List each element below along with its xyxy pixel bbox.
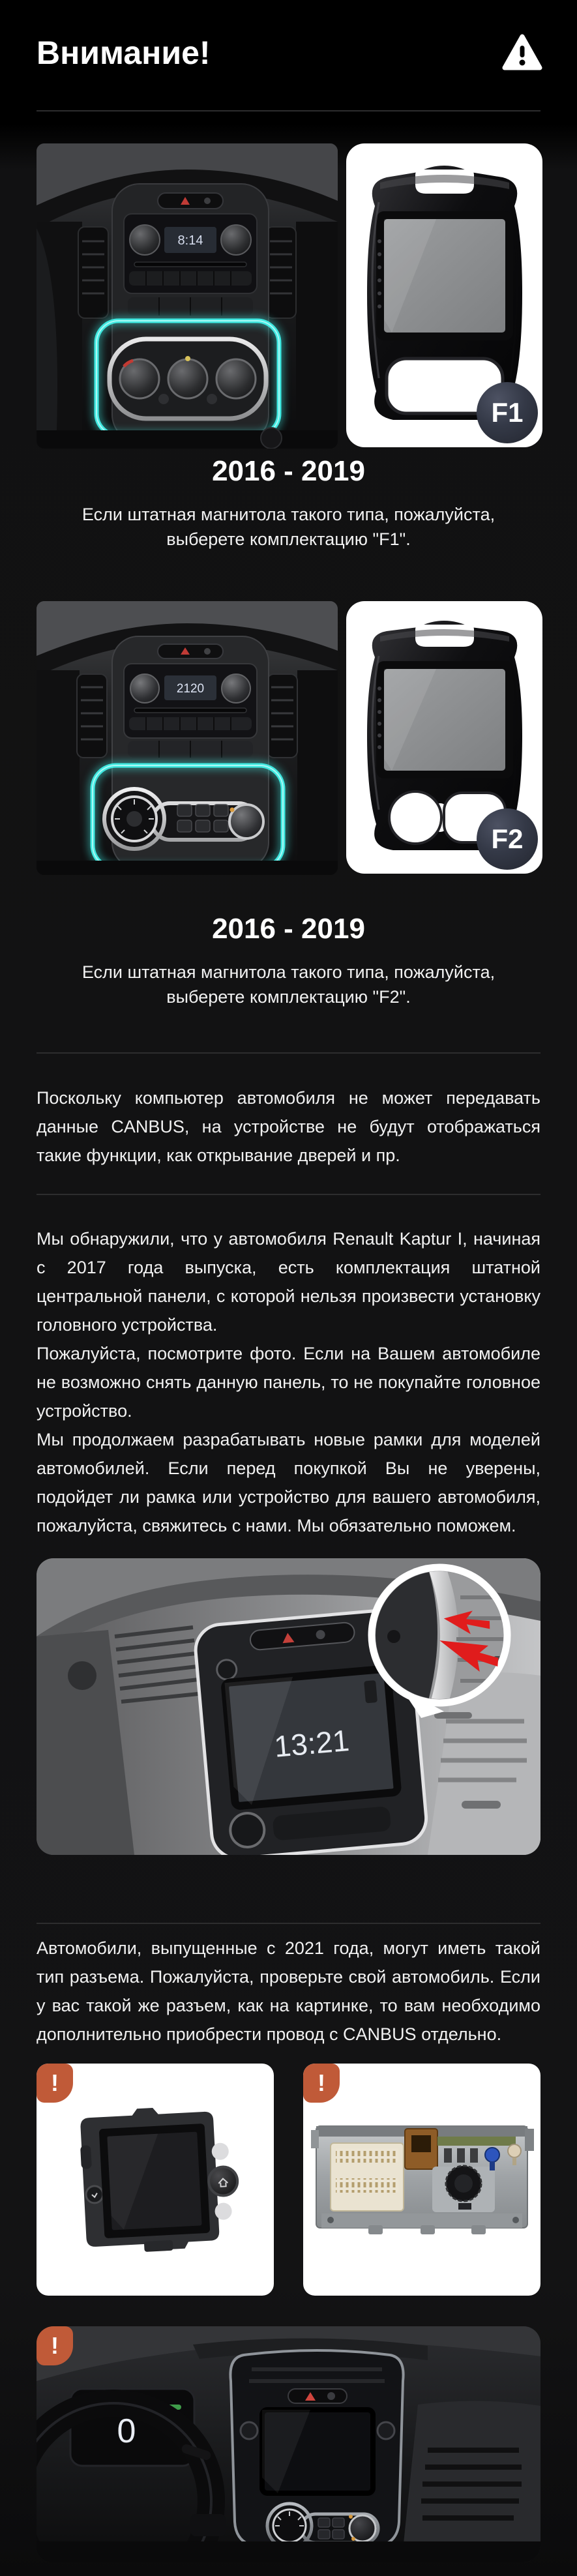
section-divider-1 <box>37 1052 540 1054</box>
f1-radio-clock: 8:14 <box>177 233 203 248</box>
section-divider-3 <box>37 1923 540 1924</box>
f2-dashboard-photo <box>37 601 338 875</box>
warning-triangle-icon <box>502 34 542 72</box>
f1-dashboard-photo <box>37 143 338 449</box>
cluster-speed: 0 <box>117 2412 136 2450</box>
f1-badge: F1 <box>477 382 538 443</box>
bottom-photo-alert-badge: ! <box>37 2326 73 2365</box>
paragraph-canbus <box>37 1084 540 1170</box>
photo-clock: 13:21 <box>273 1723 351 1764</box>
card-display-unit <box>37 2064 274 2296</box>
kaptur-console-photo <box>37 1558 540 1855</box>
kaptur-interior-photo <box>37 2326 540 2562</box>
paragraph-canbus-text: Поскольку компьютер автомобиля не может передавать данные CANBUS, на устройстве не будут отображаться такие функции, как открывание дверей и пр. <box>37 1088 540 1165</box>
paragraph-kaptur-group <box>37 1224 540 1540</box>
section-divider-2 <box>37 1194 540 1195</box>
paragraph-connector-text: Автомобили, выпущенные с 2021 года, могут иметь такой тип разъема. Пожалуйста, проверьте свой автомобиль. Если у вас такой же разъем, как на картинке, то вам необходимо дополнительно приобрести провод с CANBUS отдельно. <box>37 1938 540 2044</box>
card2-alert-badge: ! <box>303 2064 340 2103</box>
paragraph-check-photo: Пожалуйста, посмотрите фото. Если на Вашем автомобиле не возможно снять данную панель, то не покупайте головное устройство. <box>37 1344 540 1421</box>
f1-years-heading: 2016 - 2019 <box>212 455 365 487</box>
f2-badge: F2 <box>477 808 538 870</box>
f2-years-heading: 2016 - 2019 <box>212 913 365 945</box>
card1-alert-badge: ! <box>37 2064 73 2103</box>
paragraph-connector <box>37 1934 540 2049</box>
card-rear-unit <box>303 2064 540 2296</box>
paragraph-new-frames: Мы продолжаем разрабатывать новые рамки для моделей автомобилей. Если перед покупкой Вы не уверены, подойдет ли рамка или устройство для вашего автомобиля, пожалуйста, свяжитесь с нами. Мы обязательно поможем. <box>37 1430 540 1535</box>
page-title: Внимание! <box>37 35 211 71</box>
paragraph-kaptur-panel: Мы обнаружили, что у автомобиля Renault Kaptur I, начиная с 2017 года выпуска, есть комплектация штатной центральной панели, с которой нельзя произвести установку головного устройства. <box>37 1229 540 1335</box>
f2-caption: Если штатная магнитола такого типа, пожалуйста, выберете комплектацию "F2". <box>81 962 496 1007</box>
f1-caption: Если штатная магнитола такого типа, пожалуйста, выберете комплектацию "F1". <box>81 505 496 549</box>
header-divider <box>37 110 540 111</box>
f2-radio-clock: 2120 <box>176 682 205 696</box>
